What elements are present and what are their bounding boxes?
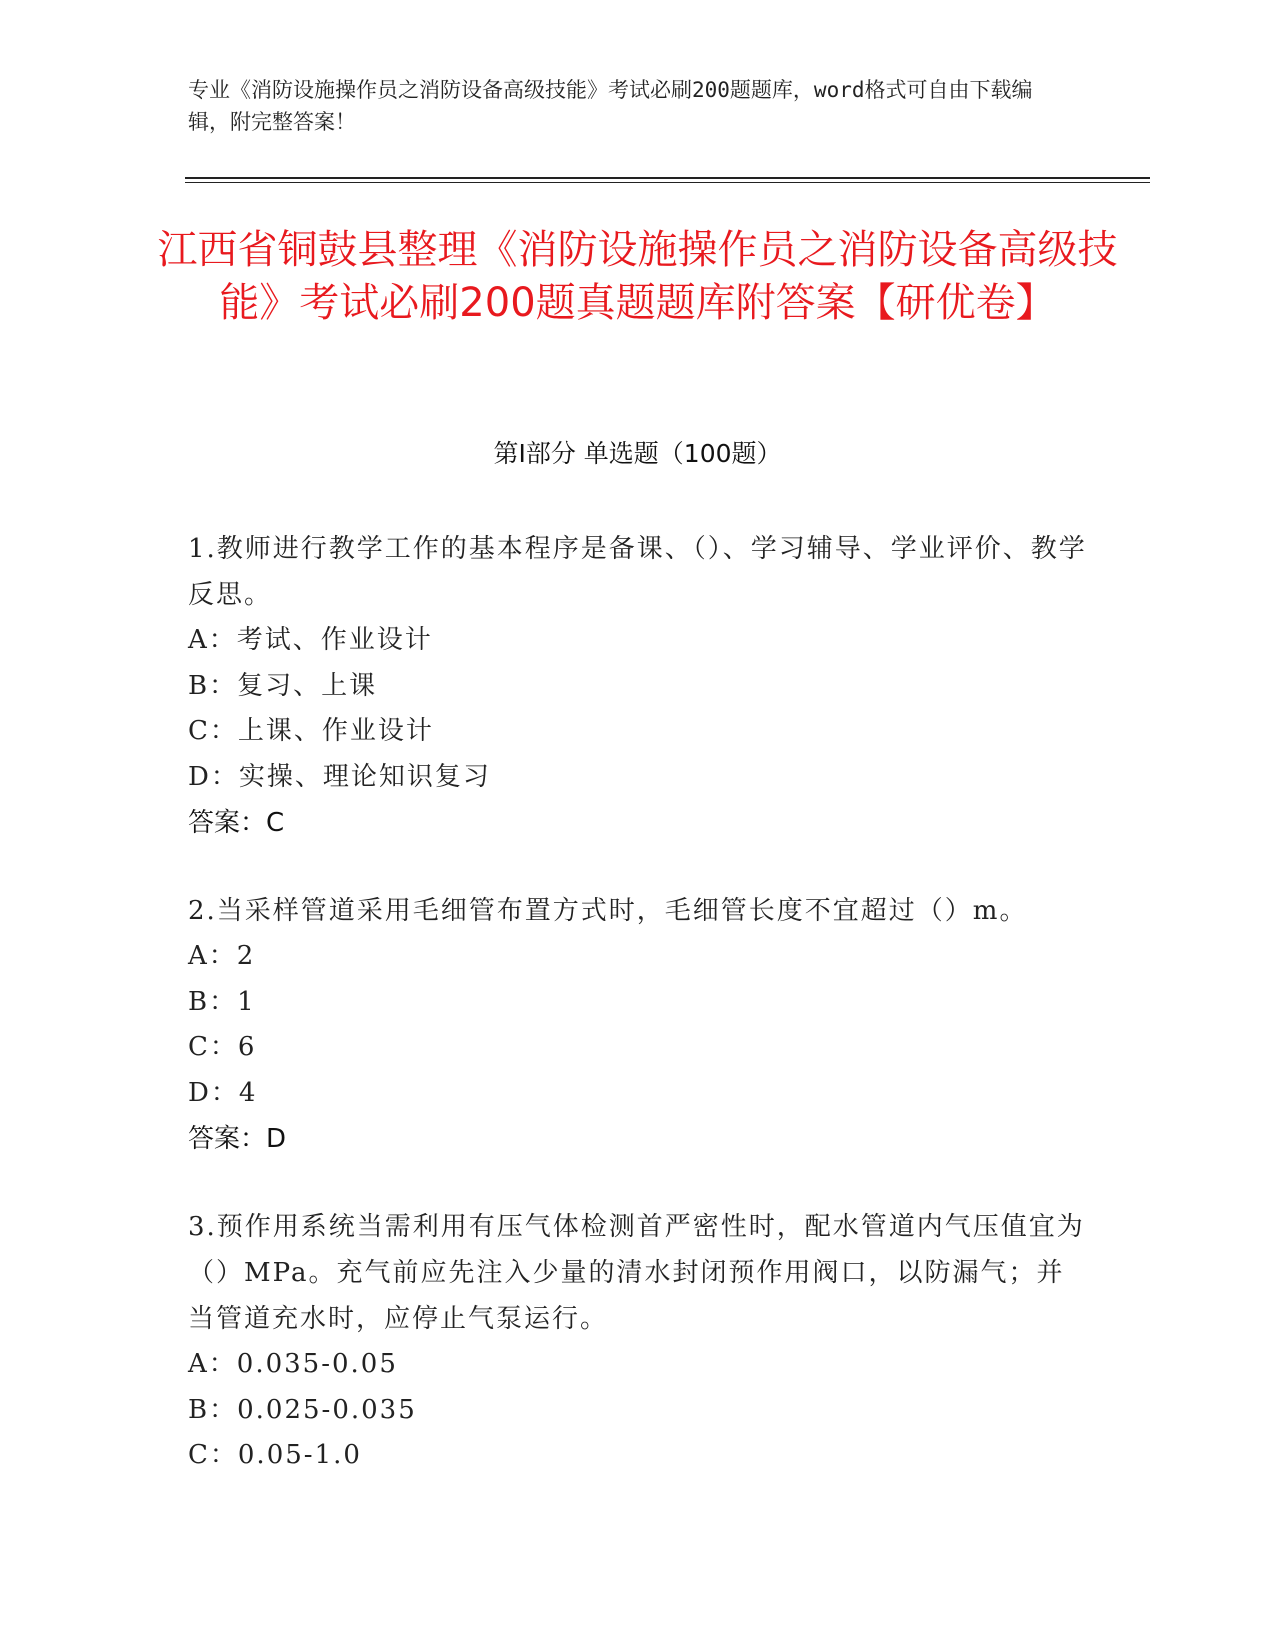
- answer: 答案：C: [188, 808, 285, 838]
- option-b: B：0.025-0.035: [188, 1394, 417, 1425]
- section-title: 第I部分 单选题（100题）: [493, 439, 782, 468]
- option-d: D：实操、理论知识复习: [188, 761, 491, 792]
- option-b: B：复习、上课: [188, 670, 378, 701]
- header-divider-thin: [185, 182, 1150, 183]
- question-stem: 1.教师进行教学工作的基本程序是备课、（）、学习辅导、学业评价、教学反思。: [188, 534, 1087, 610]
- option-c: C：6: [188, 1032, 257, 1062]
- header-divider-thick: [185, 177, 1150, 179]
- question-2: [188, 888, 1088, 1162]
- option-a: A：0.035-0.05: [188, 1349, 398, 1379]
- option-a: A：考试、作业设计: [188, 625, 433, 655]
- option-d: D：4: [188, 1077, 258, 1108]
- header-note: 专业《消防设施操作员之消防设备高级技能》考试必刷200题题库，word格式可自由下载编辑，附完整答案！: [188, 78, 1033, 134]
- question-3: [188, 1204, 1088, 1479]
- question-1: [188, 526, 1088, 846]
- option-c: C：上课、作业设计: [188, 716, 434, 746]
- option-b: B：1: [188, 986, 256, 1017]
- question-stem: 2.当采样管道采用毛细管布置方式时，毛细管长度不宜超过（）m。: [188, 896, 1028, 926]
- option-a: A：2: [188, 941, 256, 971]
- document-title: 江西省铜鼓县整理《消防设施操作员之消防设备高级技能》考试必刷200题真题题库附答案【研优卷】: [157, 227, 1118, 326]
- answer: 答案：D: [188, 1124, 287, 1154]
- option-c: C：0.05-1.0: [188, 1440, 362, 1470]
- question-stem: 3.预作用系统当需利用有压气体检测首严密性时，配水管道内气压值宜为（）MPa。充气前应先注入少量的清水封闭预作用阀口，以防漏气；并当管道充水时，应停止气泵运行。: [188, 1212, 1085, 1334]
